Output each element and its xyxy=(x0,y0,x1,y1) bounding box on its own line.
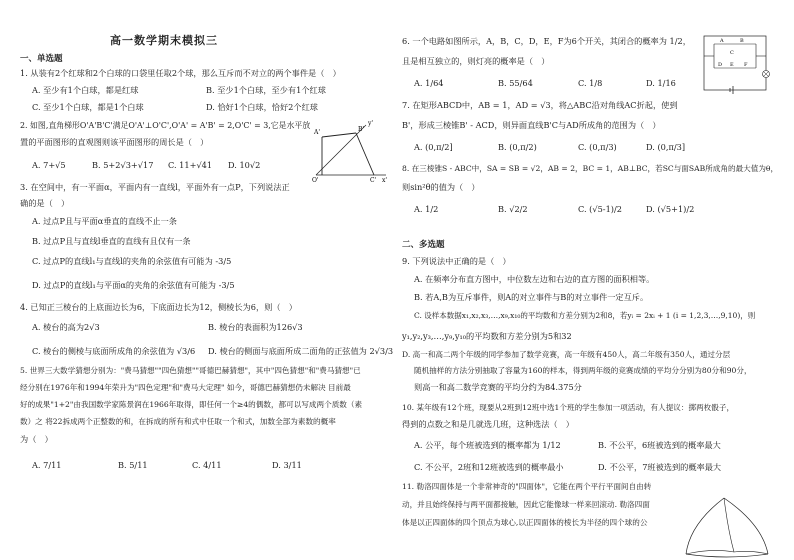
q4-option-b: B. 棱台的表面积为126√3 xyxy=(208,322,303,332)
switch-d: D xyxy=(718,62,723,68)
trapezoid-figure xyxy=(310,117,390,183)
q2-stem-line2: 置的平面图形的直观图则该平面图形的周长是（ ） xyxy=(20,137,209,147)
q3-option-b: B. 过点P且与直线l垂直的直线有且仅有一条 xyxy=(32,236,191,246)
q6-option-c: C. 1/8 xyxy=(578,78,603,88)
q3-option-a: A. 过点P且与平面α垂直的直线不止一条 xyxy=(32,216,177,226)
label-a: A' xyxy=(314,129,320,136)
q2-stem-line1: 2. 如图,直角梯形O'A'B'C'满足O'A'⊥O'C',O'A' = A'B' = 2,O'C' = 3,它是水平放 xyxy=(20,121,311,130)
section-single-choice: 一、单选题 xyxy=(20,54,63,64)
q5-line3: 好的成果"1+2"由我国数学家陈景润在1966年取得，即任何一个≥4的偶数，都可以写成两个质数（素 xyxy=(20,400,363,409)
q6-option-a: A. 1/64 xyxy=(414,78,444,88)
q5-line2: 经分别在1976年和1994年荣升为"四色定理"和"费马大定理" 如今，哥德巴赫猜想仍未解决 目前最 xyxy=(20,383,351,392)
q6-option-b: B. 55/64 xyxy=(498,78,533,88)
q11-line2: 动，并且始终保持与两平面都接触，因此它能像球一样来回滚动. 勒洛四面 xyxy=(402,500,650,509)
q1-option-a: A. 至少有1个白球，都是红球 xyxy=(32,85,139,95)
q5-option-d: D. 3/11 xyxy=(272,460,302,470)
q9-option-a: A. 在频率分布直方图中，中位数左边和右边的直方图的面积相等。 xyxy=(414,274,655,284)
q5-line5: 为（ ） xyxy=(20,434,53,444)
q10-line2: 得到的点数之和是几就选几班，这种选法（ ） xyxy=(402,419,574,429)
q2-option-c: C. 11+√41 xyxy=(168,160,213,170)
right-column xyxy=(402,0,779,560)
q10-option-a: A. 公平，每个班被选到的概率都为 1/12 xyxy=(414,440,561,450)
q10-line1: 10. 某年级有12个班，现要从2班到12班中选1个班的学生参加一项活动，有人提议：掷两枚骰子， xyxy=(402,403,735,412)
reuleaux-tetrahedron-figure xyxy=(678,494,774,558)
q6-line2: 且是相互独立的，则灯亮的概率是（ ） xyxy=(402,56,550,66)
label-o: O' xyxy=(312,177,319,183)
q5-option-c: C. 4/11 xyxy=(192,460,222,470)
q3-stem-line1: 3. 在空间中，有一平面α，平面内有一直线l，平面外有一点P，下列说法正 xyxy=(20,182,290,192)
q9-option-d-line1: D. 高一和高二两个年级的同学参加了数学竞赛，高一年级有450人，高二年级有350人，通过分层 xyxy=(402,350,731,359)
q1-option-c: C. 至少1个白球，都是1个白球 xyxy=(32,102,144,112)
q5-line1: 5. 世界三大数学猜想分别为："费马猜想""四色猜想""哥德巴赫猜想"，其中"四色猜想"和"费马猜想"已 xyxy=(20,366,361,375)
q9-option-c-line2: y₁,y₂,y₃,…,y₉,y₁₀的平均数和方差分别为5和32 xyxy=(402,331,572,341)
q2-option-a: A. 7+√5 xyxy=(32,160,66,170)
q3-stem-line2: 确的是（ ） xyxy=(20,198,70,208)
q9-option-c-line1: C. 设样本数据x₁,x₂,x₃,…,x₉,x₁₀的平均数和方差分别为2和8，若yᵢ = 2xᵢ + 1 (i = 1,2,3,…,9,10)，则 xyxy=(414,311,756,320)
q9-option-b: B. 若A,B为互斥事件，则A的对立事件与B的对立事件一定互斥。 xyxy=(414,292,649,302)
q3-option-d: D. 过点P的直线l₁与平面α的夹角的余弦值有可能为 -3/5 xyxy=(32,280,235,290)
q4-option-d: D. 棱台的侧面与底面所成二面角的正弦值为 2√3/3 xyxy=(208,346,394,356)
q4-stem: 4. 已知正三棱台的上底面边长为6，下底面边长为12，侧棱长为6，则（ ） xyxy=(20,302,297,312)
switch-a: A xyxy=(720,38,724,44)
q4-option-c: C. 棱台的侧棱与底面所成角的余弦值为 √3/6 xyxy=(32,346,196,356)
q8-option-a: A. 1/2 xyxy=(414,204,439,214)
q9-option-d-line3: 则高一和高二数学竞赛的平均分约为84.375分 xyxy=(414,382,582,392)
q9-option-d-line2: 随机抽样的方法分别抽取了容量为160的样本，得到两年级的竞赛成绩的平均分分别为80分和90分， xyxy=(414,366,752,375)
q8-option-c: C. (√5-1)/2 xyxy=(578,204,622,214)
q8-line2: 则sin²θ的值为（ ） xyxy=(402,182,480,192)
q6-option-d: D. 1/16 xyxy=(646,78,676,88)
label-b: B' xyxy=(358,126,365,133)
q11-line3: 体是以正四面体的四个顶点为球心,以正四面体的棱长为半径的四个球的公 xyxy=(402,518,648,527)
left-column xyxy=(20,0,392,560)
q7-line2: B'，形成三棱锥B' - ACD，则异面直线B'C与AD所成角的范围为（ ） xyxy=(402,120,661,130)
q10-option-c: C. 不公平，2班和12班被选到的概率最小 xyxy=(414,462,564,472)
q5-option-a: A. 7/11 xyxy=(32,460,62,470)
q7-option-d: D. (0,π/3] xyxy=(646,142,686,152)
switch-f: F xyxy=(744,62,748,68)
label-c: C' xyxy=(370,177,377,183)
q1-option-b: B. 至少1个白球，至少有1个红球 xyxy=(206,85,326,95)
q1-stem: 1. 从装有2个红球和2个白球的口袋里任取2个球，那么互斥而不对立的两个事件是（ ） xyxy=(20,68,341,78)
switch-c: C xyxy=(730,50,734,56)
section-multiple-choice: 二、多选题 xyxy=(402,240,445,250)
q10-option-b: B. 不公平，6班被选到的概率最大 xyxy=(598,440,721,450)
q7-option-a: A. (0,π/2] xyxy=(414,142,453,152)
q5-line4: 数）之 将22拆成两个正整数的和，在拆成的所有和式中任取一个和式，加数全部为素数的概率 xyxy=(20,417,336,426)
label-x: x' xyxy=(382,177,388,183)
label-y: y' xyxy=(368,120,374,127)
q7-option-c: C. (0,π/3) xyxy=(578,142,617,152)
switch-b: B xyxy=(740,38,744,44)
q8-option-b: B. √2/2 xyxy=(498,204,528,214)
q8-line1: 8. 在三棱锥S - ABC中，SA = SB = √2，AB = 2，BC = 1，AB⊥BC，若SC与面SAB所成角的最大值为θ， xyxy=(402,164,779,173)
q1-option-d: D. 恰好1个白球，恰好2个红球 xyxy=(206,102,318,112)
q7-line1: 7. 在矩形ABCD中，AB = 1，AD = √3，将△ABC沿对角线AC折起，使到 xyxy=(402,100,678,110)
q8-option-d: D. (√5+1)/2 xyxy=(646,204,695,214)
q4-option-a: A. 棱台的高为2√3 xyxy=(32,322,100,332)
q9-stem: 9. 下列说法中正确的是（ ） xyxy=(402,256,511,266)
q5-option-b: B. 5/11 xyxy=(118,460,148,470)
q3-option-c: C. 过点P的直线l₁与直线l的夹角的余弦值有可能为 -3/5 xyxy=(32,256,232,266)
q6-line1: 6. 一个电路如图所示，A，B，C，D，E，F为6个开关，其闭合的概率为 1/2， xyxy=(402,36,691,46)
q11-line1: 11. 勒洛四面体是一个非常神奇的"四面体"，它能在两个平行平面间自由转 xyxy=(402,482,652,491)
q7-option-b: B. (0,π/2) xyxy=(498,142,537,152)
q2-option-b: B. 5+2√3+√17 xyxy=(92,160,154,170)
switch-e: E xyxy=(730,62,734,68)
page-title: 高一数学期末模拟三 xyxy=(110,34,218,47)
q2-option-d: D. 10√2 xyxy=(228,160,261,170)
q10-option-d: D. 不公平，7班被选到的概率最大 xyxy=(598,462,722,472)
circuit-figure xyxy=(700,28,774,98)
